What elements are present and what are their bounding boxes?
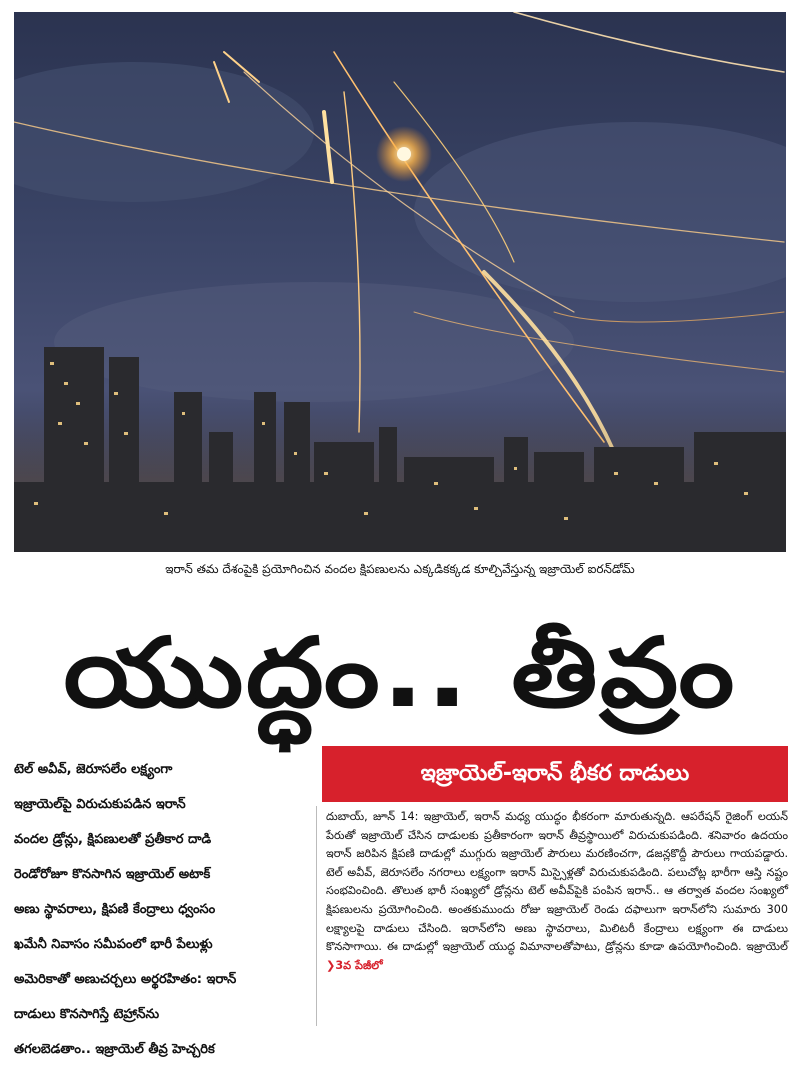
highlight-line: అణు స్థావరాలు, క్షిపణి కేంద్రాలు ధ్వంసం — [14, 902, 216, 917]
continued-arrow-icon: ❯ — [326, 958, 336, 972]
article-body — [326, 808, 788, 975]
news-photo — [14, 12, 786, 552]
highlight-line: దాడులు కొనసాగిస్తే టెహ్రాన్‌ను — [14, 1007, 160, 1022]
article-text: దుబాయ్, జూన్ 14: ఇజ్రాయెల్, ఇరాన్ మధ్య యుద్ధం భీకరంగా మారుతున్నది. ఆపరేషన్ రైజింగ్ లయన్ పేరుతో ఇజ్రాయెల్ చేసిన దాడులకు ప్రతీకారంగా ఇరాన్ తీవ్రస్థాయిలో విరుచుకుపడింది. శనివారం ఉదయం ఇరాన్ జరిపిన క్షిపణి దాడుల్లో ముగ్గురు ఇజ్రాయెల్ పౌరులు మరణించగా, డజన్లకొద్దీ పౌరులు గాయపడ్డారు. టెల్ అవీవ్, జెరూసలేం నగరాలు లక్ష్యంగా ఇరాన్ మిస్సైళ్లతో విరుచుకుపడింది. పలుచోట్ల భారీగా ఆస్తి నష్టం సంభవించింది. తొలుత భారీ సంఖ్యలో డ్రోన్లను టెల్ అవీవ్‌పైకి పంపిన ఇరాన్.. ఆ తర్వాత వందల సంఖ్యలో క్షిపణులను ప్రయోగించింది. అంతకుముందు రోజు ఇజ్రాయెల్ రెండు దఫాలుగా ఇరాన్‌లోని సుమారు 300 లక్ష్యాలపై దాడులు చేసింది. ఇరాన్‌లోని అణు స్థావరాలు, మిలిటరీ కేంద్రాలు లక్ష్యంగా ఈ దాడులు కొనసాగాయి. ఈ దాడుల్లో ఇజ్రాయెల్ యుద్ధ విమానాలతోపాటు, డ్రోన్లను కూడా ఉపయోగించింది. ఇజ్రాయెల్ — [326, 810, 788, 954]
highlight-line: టెల్ అవీవ్, జెరూసలేం లక్ష్యంగా — [14, 762, 173, 777]
highlight-line: ఇజ్రాయెల్‌పై విరుచుకుపడిన ఇరాన్ — [14, 797, 186, 812]
highlights-column — [14, 752, 310, 1067]
photo-caption: ఇరాన్ తమ దేశంపైకి ప్రయోగించిన వందల క్షిపణులను ఎక్కడికక్కడ కూల్చివేస్తున్న ఇజ్రాయెల్ ఐరన్‌డోమ్ — [165, 562, 635, 576]
subheadline-banner: ఇజ్రాయెల్-ఇరాన్ భీకర దాడులు — [322, 746, 788, 802]
highlight-line: రెండోరోజూ కొనసాగిన ఇజ్రాయెల్ అటాక్ — [14, 867, 211, 882]
highlight-line: అమెరికాతో అణుచర్చలు అర్థరహితం: ఇరాన్ — [14, 972, 237, 987]
night-sky-interceptors-illustration — [14, 12, 786, 552]
headline: యుద్ధం.. తీవ్రం — [63, 617, 737, 729]
column-divider — [316, 806, 317, 1026]
highlight-line: వందల డ్రోన్లు, క్షిపణులతో ప్రతీకార దాడి — [14, 832, 212, 847]
highlight-line: తగలబెడతాం.. ఇజ్రాయెల్ తీవ్ర హెచ్చరిక — [14, 1042, 215, 1057]
highlight-line: ఖమేనీ నివాసం సమీపంలో భారీ పేలుళ్లు — [14, 937, 213, 952]
continued-on-page-link[interactable]: 3వ పేజీలో — [335, 958, 383, 972]
